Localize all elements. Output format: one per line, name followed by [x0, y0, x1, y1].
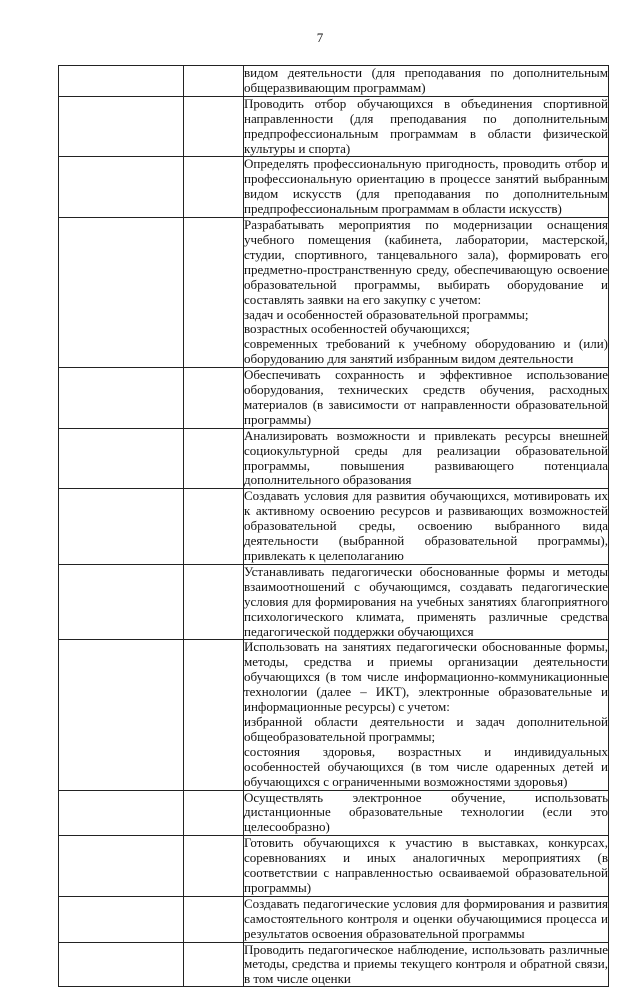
cell-paragraph: Определять профессиональную пригодность, проводить отбор и профессиональную ориентацию в процессе занятий выбранным видом искусств (для преподавания по дополнительным предпрофессиональным программам в области искусств): [244, 156, 608, 217]
action-cell: [244, 790, 609, 836]
cell-paragraph: Создавать условия для развития обучающихся, мотивировать их к активному освоению ресурсов и развивающих возможностей образовательной среды, освоению выбранного вида деятельности (выбранной образовательной программы), привлекать к целеполаганию: [244, 488, 608, 563]
cell-paragraph: Осуществлять электронное обучение, использовать дистанционные образовательные технологии (если это целесообразно): [244, 789, 608, 835]
empty-cell: [184, 836, 244, 897]
table-row: [59, 640, 609, 790]
cell-paragraph: Использовать на занятиях педагогически обоснованные формы, методы, средства и приемы организации деятельности обучающихся (в том числе информационно-коммуникационные технологии (далее – ИКТ), электронные образовательные и информационные ресурсы) с учетом:: [244, 639, 608, 715]
empty-cell: [184, 96, 244, 157]
action-cell: [244, 942, 609, 986]
empty-cell: [59, 640, 184, 790]
cell-paragraph: избранной области деятельности и задач дополнительной общеобразовательной программы;: [244, 713, 608, 744]
requirements-table: [58, 65, 609, 987]
table-row: [59, 942, 609, 986]
table-row: [59, 489, 609, 565]
empty-cell: [59, 96, 184, 157]
empty-cell: [59, 836, 184, 897]
cell-paragraph: Проводить педагогическое наблюдение, использовать различные методы, средства и приемы текущего контроля и обратной связи, в том числе оценки: [244, 942, 608, 986]
empty-cell: [184, 896, 244, 942]
empty-cell: [59, 218, 184, 368]
empty-cell: [59, 66, 184, 97]
action-cell: [244, 836, 609, 897]
empty-cell: [184, 942, 244, 986]
empty-cell: [59, 564, 184, 640]
empty-cell: [184, 157, 244, 218]
requirements-table-body: [59, 66, 609, 987]
empty-cell: [59, 157, 184, 218]
action-cell: [244, 489, 609, 565]
cell-paragraph: Анализировать возможности и привлекать ресурсы внешней социокультурной среды для реализации образовательной программы, повышения развивающего потенциала дополнительного образования: [244, 427, 608, 488]
table-row: [59, 836, 609, 897]
action-cell: [244, 66, 609, 97]
empty-cell: [59, 428, 184, 489]
empty-cell: [184, 66, 244, 97]
action-cell: [244, 428, 609, 489]
empty-cell: [59, 489, 184, 565]
empty-cell: [184, 428, 244, 489]
empty-cell: [184, 489, 244, 565]
action-cell: [244, 564, 609, 640]
action-cell: [244, 157, 609, 218]
action-cell: [244, 218, 609, 368]
cell-paragraph: Обеспечивать сохранность и эффективное использование оборудования, технических средств обучения, расходных материалов (в зависимости от направленности образовательной программы): [244, 367, 608, 427]
table-row: [59, 428, 609, 489]
empty-cell: [184, 790, 244, 836]
cell-paragraph: Готовить обучающихся к участию в выставках, конкурсах, соревнованиях и иных аналогичных мероприятиях (в соответствии с направленностью осваиваемой образовательной программы): [244, 835, 608, 895]
empty-cell: [59, 368, 184, 429]
table-row: [59, 564, 609, 640]
table-row: [59, 790, 609, 836]
table-row: [59, 896, 609, 942]
cell-paragraph: Создавать педагогические условия для формирования и развития самостоятельного контроля и оценки обучающимися процесса и результатов освоения образовательной программы: [244, 895, 608, 941]
empty-cell: [184, 218, 244, 368]
cell-paragraph: состояния здоровья, возрастных и индивидуальных особенностей обучающихся (в том числе одаренных детей и обучающихся с ограниченными возможностями здоровья): [244, 743, 608, 789]
empty-cell: [184, 564, 244, 640]
action-cell: [244, 896, 609, 942]
empty-cell: [184, 640, 244, 790]
cell-paragraph: возрастных особенностей обучающихся;: [244, 321, 470, 337]
empty-cell: [59, 896, 184, 942]
table-row: [59, 157, 609, 218]
table-row: [59, 368, 609, 429]
table-row: [59, 66, 609, 97]
page-number: 7: [316, 30, 324, 45]
cell-paragraph: видом деятельности (для преподавания по дополнительным общеразвивающим программам): [244, 65, 608, 95]
cell-paragraph: Устанавливать педагогически обоснованные формы и методы взаимоотношений с обучающимся, создавать педагогические условия для формирования на учебных занятиях благоприятного психологического климата, применять различные средства педагогической поддержки обучающихся: [244, 563, 608, 639]
action-cell: [244, 96, 609, 157]
cell-paragraph: Проводить отбор обучающихся в объединения спортивной направленности (для преподавания по дополнительным предпрофессиональным программам в области физической культуры и спорта): [244, 95, 608, 156]
action-cell: [244, 368, 609, 429]
empty-cell: [184, 368, 244, 429]
empty-cell: [59, 790, 184, 836]
table-row: [59, 96, 609, 157]
table-row: [59, 218, 609, 368]
cell-paragraph: современных требований к учебному оборудованию и (или) оборудованию для занятий избранным видом деятельности: [244, 336, 608, 367]
cell-paragraph: задач и особенностей образовательной программы;: [244, 306, 529, 322]
cell-paragraph: Разрабатывать мероприятия по модернизации оснащения учебного помещения (кабинета, лаборатории, мастерской, студии, спортивного, танцевального зала), формировать его предметно-пространственную среду, обеспечивающую освоение образовательной программы, выбирать оборудование и составлять заявки на его закупку с учетом:: [244, 217, 608, 307]
empty-cell: [59, 942, 184, 986]
action-cell: [244, 640, 609, 790]
